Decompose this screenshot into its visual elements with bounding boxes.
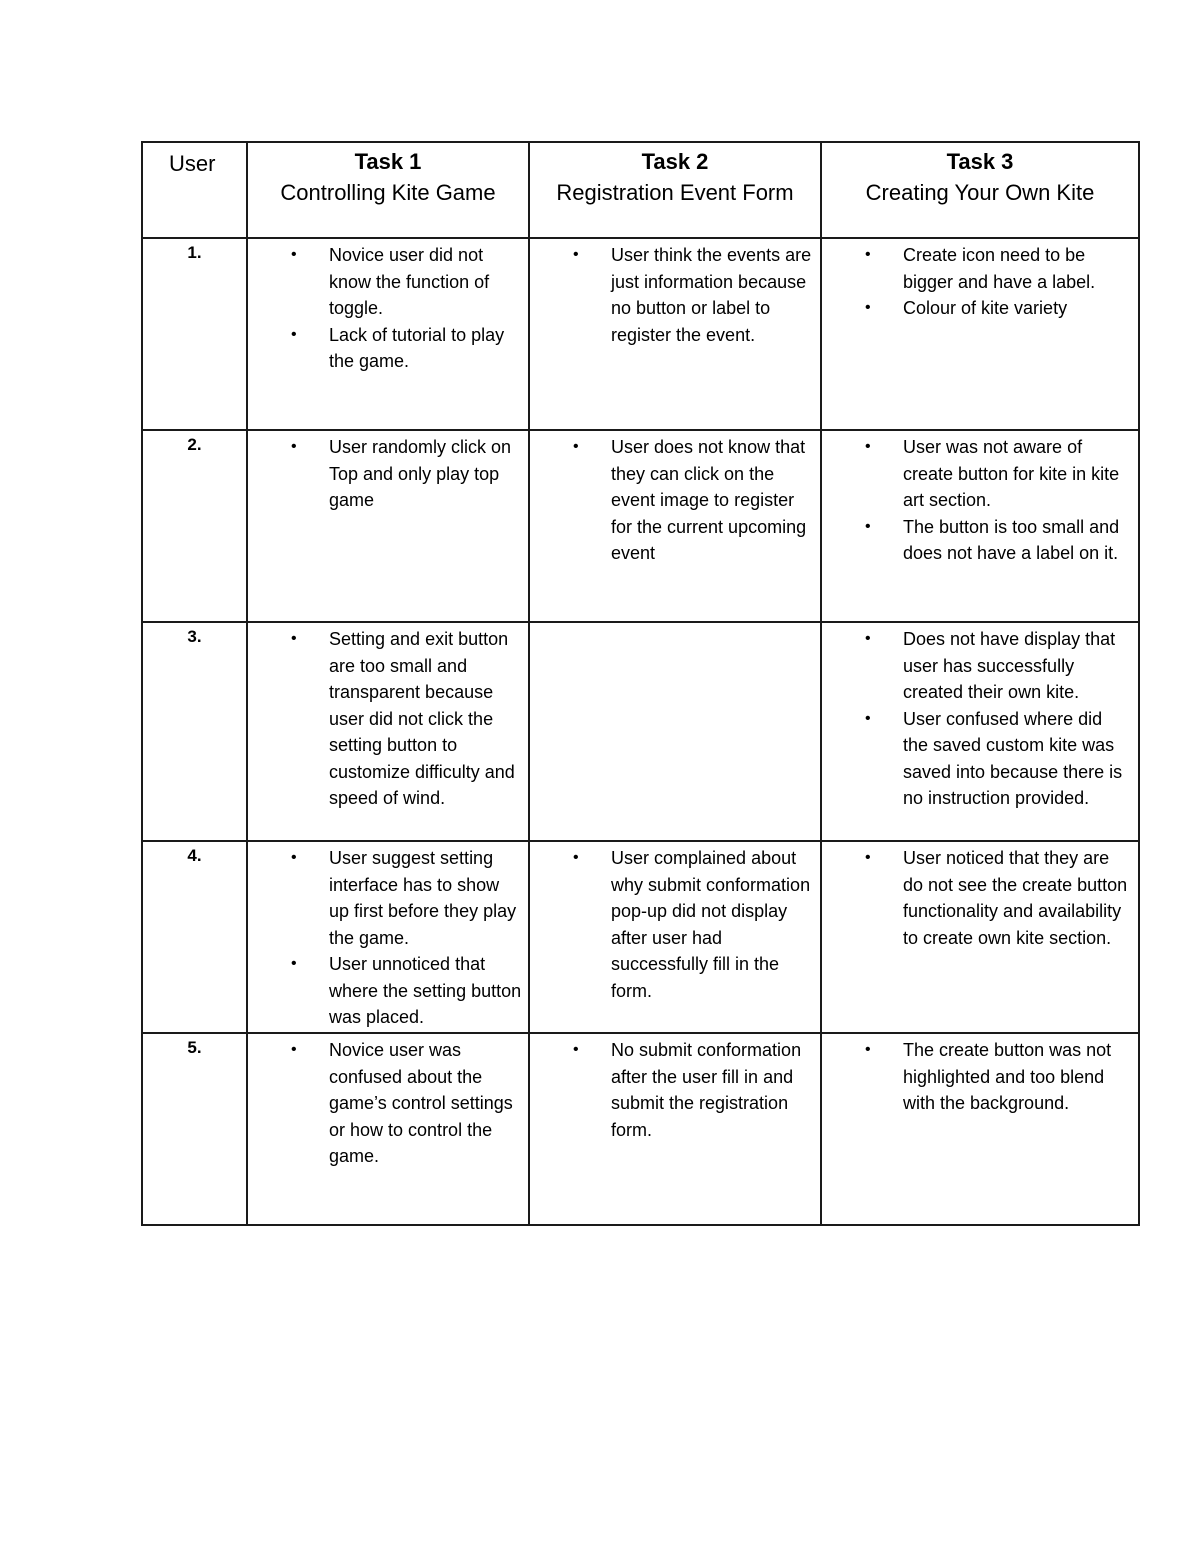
header-task-2-name: Registration Event Form	[556, 180, 794, 205]
header-task-3-name: Creating Your Own Kite	[865, 180, 1095, 205]
table-row	[142, 1033, 1139, 1225]
task-3-cell	[821, 841, 1139, 1033]
finding-list	[248, 434, 528, 514]
header-task-1-number: Task 1	[354, 149, 422, 174]
bullet-icon: •	[865, 849, 871, 866]
finding-list	[822, 845, 1138, 951]
finding-item	[822, 626, 1132, 706]
bullet-icon: •	[573, 849, 579, 866]
finding-item	[530, 845, 814, 1004]
finding-item	[248, 1037, 522, 1170]
header-task-3-number: Task 3	[946, 149, 1014, 174]
finding-text: Does not have display that user has successfully created their own kite.	[903, 629, 1116, 702]
finding-text: User was not aware of create button for kite in kite art section.	[903, 437, 1120, 510]
finding-item	[530, 242, 814, 348]
finding-item	[530, 1037, 814, 1143]
task-2-cell	[529, 841, 821, 1033]
task-2-cell	[529, 238, 821, 430]
bullet-icon: •	[291, 1041, 297, 1058]
finding-item	[248, 322, 522, 375]
finding-list	[822, 242, 1138, 322]
finding-item	[248, 626, 522, 812]
task-2-cell	[529, 622, 821, 841]
finding-item	[822, 514, 1132, 567]
header-task-2	[529, 142, 821, 238]
finding-text: Novice user was confused about the game’s control settings or how to control the game.	[329, 1040, 513, 1166]
bullet-icon: •	[291, 325, 297, 343]
user-number-cell: 2.	[142, 430, 247, 622]
bullet-icon: •	[573, 1041, 579, 1058]
task-3-cell	[821, 622, 1139, 841]
finding-list	[248, 1037, 528, 1170]
finding-list	[530, 1037, 820, 1143]
finding-text: No submit conformation after the user fill in and submit the registration form.	[611, 1040, 802, 1140]
bullet-icon: •	[573, 246, 579, 263]
task-3-cell	[821, 238, 1139, 430]
finding-item	[822, 1037, 1132, 1117]
task-1-cell	[247, 238, 529, 430]
finding-text: User suggest setting interface has to show up first before they play the game.	[329, 848, 517, 948]
bullet-icon: •	[865, 709, 871, 727]
header-task-1-name: Controlling Kite Game	[280, 180, 496, 205]
table-row	[142, 430, 1139, 622]
bullet-icon: •	[573, 438, 579, 455]
finding-text: Lack of tutorial to play the game.	[329, 324, 505, 371]
bullet-icon: •	[291, 849, 297, 866]
bullet-icon: •	[865, 630, 871, 647]
finding-item	[822, 295, 1132, 322]
table-row	[142, 622, 1139, 841]
finding-text: User noticed that they are do not see the create button functionality and availability to create own kite section.	[903, 848, 1128, 948]
finding-item	[822, 706, 1132, 812]
finding-text: User randomly click on Top and only play top game	[329, 437, 512, 510]
finding-item	[530, 434, 814, 567]
finding-text: User confused where did the saved custom kite was saved into because there is no instruction provided.	[903, 708, 1123, 808]
table-row	[142, 238, 1139, 430]
bullet-icon: •	[865, 246, 871, 263]
bullet-icon: •	[291, 630, 297, 647]
task-2-cell	[529, 430, 821, 622]
finding-text: User think the events are just information because no button or label to register the event.	[611, 245, 812, 345]
finding-text: Novice user did not know the function of toggle.	[329, 245, 490, 318]
task-1-cell	[247, 841, 529, 1033]
user-number-cell: 5.	[142, 1033, 247, 1225]
finding-text: Setting and exit button are too small and transparent because user did not click the setting button to customize difficulty and speed of wind.	[329, 629, 515, 808]
bullet-icon: •	[291, 246, 297, 263]
header-task-3	[821, 142, 1139, 238]
finding-list	[822, 626, 1138, 812]
bullet-icon: •	[291, 438, 297, 455]
finding-item	[248, 434, 522, 514]
finding-list	[822, 1037, 1138, 1117]
header-task-1	[247, 142, 529, 238]
task-3-cell	[821, 430, 1139, 622]
finding-text: Create icon need to be bigger and have a label.	[903, 245, 1096, 292]
finding-list	[530, 242, 820, 348]
finding-list	[248, 626, 528, 812]
finding-text: The button is too small and does not have a label on it.	[903, 516, 1120, 563]
finding-text: User unnoticed that where the setting button was placed.	[329, 954, 522, 1027]
finding-list	[530, 434, 820, 567]
task-1-cell	[247, 430, 529, 622]
usability-findings-table	[141, 141, 1140, 1226]
finding-list	[530, 845, 820, 1004]
user-number-cell: 1.	[142, 238, 247, 430]
finding-text: The create button was not highlighted and too blend with the background.	[903, 1040, 1112, 1113]
bullet-icon: •	[865, 1041, 871, 1058]
table-row	[142, 841, 1139, 1033]
finding-item	[822, 845, 1132, 951]
finding-text: User complained about why submit conformation pop-up did not display after user had successfully fill in the form.	[611, 848, 811, 1001]
table-body	[142, 238, 1139, 1225]
finding-list	[822, 434, 1138, 567]
task-3-cell	[821, 1033, 1139, 1225]
finding-item	[248, 242, 522, 322]
finding-item	[822, 434, 1132, 514]
bullet-icon: •	[865, 299, 871, 316]
bullet-icon: •	[865, 438, 871, 455]
finding-item	[822, 242, 1132, 295]
finding-item	[248, 951, 522, 1031]
finding-list	[248, 845, 528, 1031]
header-task-2-number: Task 2	[641, 149, 709, 174]
user-number-cell: 3.	[142, 622, 247, 841]
task-1-cell	[247, 1033, 529, 1225]
table-header-row	[142, 142, 1139, 238]
finding-text: User does not know that they can click on the event image to register for the current upcoming event	[611, 437, 807, 563]
bullet-icon: •	[291, 955, 297, 972]
bullet-icon: •	[865, 517, 871, 535]
finding-text: Colour of kite variety	[903, 298, 1068, 318]
finding-list	[248, 242, 528, 375]
user-number-cell: 4.	[142, 841, 247, 1033]
finding-item	[248, 845, 522, 951]
header-user: User	[142, 142, 247, 238]
task-1-cell	[247, 622, 529, 841]
task-2-cell	[529, 1033, 821, 1225]
